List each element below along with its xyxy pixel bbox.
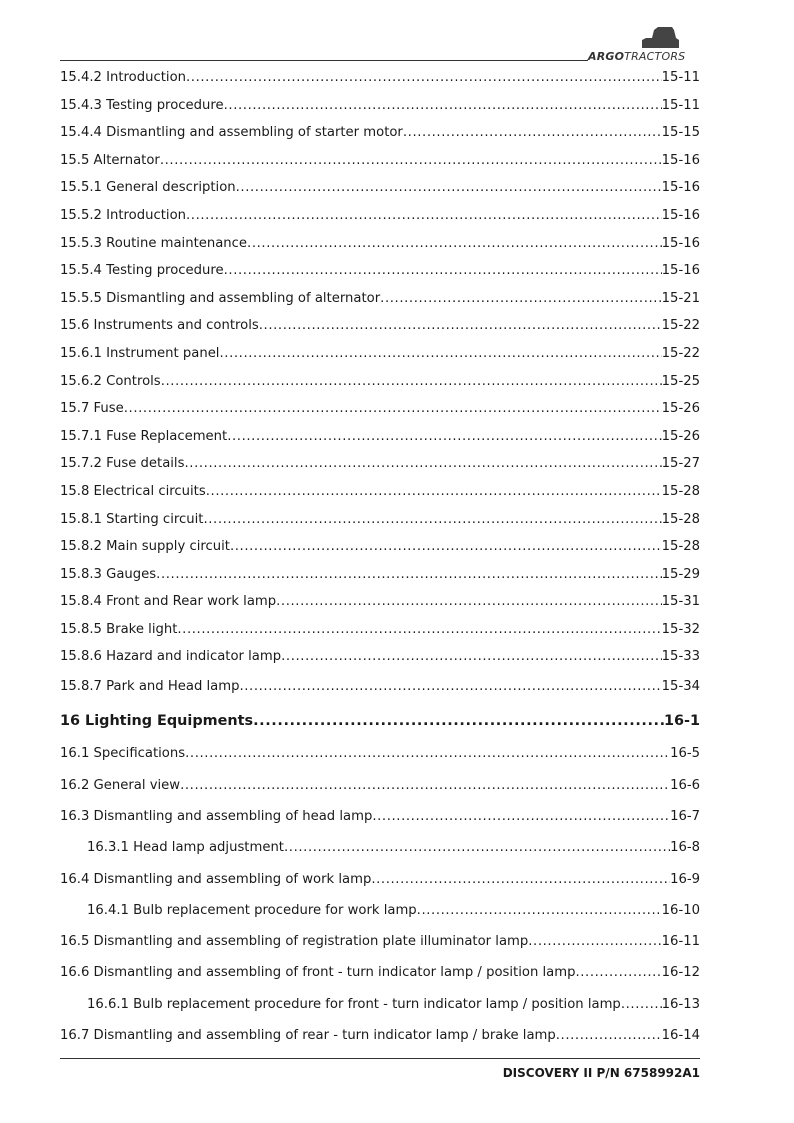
toc-entry-title: 15.8.3 Gauges: [60, 566, 157, 582]
toc-entry-title: 15.8.6 Hazard and indicator lamp: [60, 649, 282, 665]
toc-entry-page: 15-28: [661, 511, 700, 527]
dot-leader: [417, 895, 662, 923]
toc-entry-title: 16.4 Dismantling and assembling of work lamp: [60, 871, 372, 887]
toc-entry-title: 15.4.4 Dismantling and assembling of starter motor: [60, 125, 403, 141]
toc-entry-title: 16.6 Dismantling and assembling of front - turn indicator lamp / position lamp: [60, 965, 576, 981]
dot-leader: [180, 770, 670, 798]
toc-entry[interactable]: [60, 671, 700, 702]
toc-entry-title: 16.3.1 Head lamp adjustment: [87, 840, 284, 856]
dot-leader: [224, 92, 662, 120]
toc-entry[interactable]: [60, 450, 700, 478]
toc-entry-page: 15-26: [661, 401, 700, 417]
dot-leader: [528, 926, 661, 954]
toc-entry-title: 15.5.3 Routine maintenance: [60, 235, 248, 251]
toc-entry[interactable]: [60, 368, 700, 396]
dot-leader: [156, 561, 662, 589]
toc-entry[interactable]: [60, 423, 700, 451]
toc-entry[interactable]: [60, 340, 700, 368]
toc-entry[interactable]: [60, 119, 700, 147]
toc-entry[interactable]: [60, 533, 700, 561]
dot-leader: [186, 64, 662, 92]
toc-entry-page: 15-26: [661, 428, 700, 444]
toc-entry-page: 15-16: [661, 180, 700, 196]
toc-entry-page: 16-5: [670, 746, 700, 762]
dot-leader: [227, 423, 661, 451]
toc-entry[interactable]: [60, 770, 700, 801]
dot-leader: [203, 506, 661, 534]
toc-entry-title: 15.8.4 Front and Rear work lamp: [60, 594, 277, 610]
toc-entry-page: 16-11: [661, 934, 700, 950]
toc-entry-title: 16.7 Dismantling and assembling of rear - turn indicator lamp / brake lamp: [60, 1028, 556, 1044]
toc-entry-page: 15-28: [661, 483, 700, 499]
toc-entry[interactable]: [60, 285, 700, 313]
toc-entry-page: 15-25: [661, 373, 700, 389]
toc-entry-page: 15-31: [661, 594, 700, 610]
toc-entry-page: 15-16: [661, 263, 700, 279]
toc-entry-title: 15.4.3 Testing procedure: [60, 97, 224, 113]
toc-entry-page: 16-14: [661, 1028, 700, 1044]
toc-entry-title: 16.6.1 Bulb replacement procedure for front - turn indicator lamp / position lamp: [87, 996, 621, 1012]
toc-entry[interactable]: [60, 832, 700, 863]
toc-entry-page: 16-10: [661, 902, 700, 918]
toc-entry-title: 16.2 General view: [60, 777, 181, 793]
dot-leader: [247, 230, 662, 258]
toc-entry[interactable]: [60, 395, 700, 423]
toc-entry-page: 15-15: [661, 125, 700, 141]
toc-entry-page: 15-32: [661, 621, 700, 637]
toc-entry-page: 16-1: [663, 713, 700, 730]
toc-entry[interactable]: [60, 989, 700, 1020]
dot-leader: [224, 257, 662, 285]
toc-entry-page: 15-22: [661, 318, 700, 334]
toc-entry-page: 15-29: [661, 566, 700, 582]
toc-entry[interactable]: [60, 561, 700, 589]
toc-entry[interactable]: [60, 312, 700, 340]
toc-entry[interactable]: [60, 588, 700, 616]
brand-wordmark: ARGOTRACTORS: [588, 50, 686, 63]
dot-leader: [575, 957, 661, 985]
dot-leader: [230, 533, 662, 561]
toc-entry-page: 16-7: [670, 808, 700, 824]
toc-entry-title: 15.4.2 Introduction: [60, 70, 186, 85]
dot-leader: [372, 801, 670, 829]
toc-entry-page: 16-12: [661, 965, 700, 981]
toc-entry-title: 16.5 Dismantling and assembling of registration plate illuminator lamp: [60, 934, 529, 950]
footer-rule: [60, 1058, 700, 1059]
toc-entry[interactable]: [60, 895, 700, 926]
dot-leader: [161, 368, 662, 396]
dot-leader: [236, 174, 662, 202]
toc-entry[interactable]: [60, 957, 700, 988]
dot-leader: [259, 312, 662, 340]
toc-entry-page: 16-13: [661, 996, 700, 1012]
toc-entry[interactable]: [60, 643, 700, 671]
dot-leader: [184, 450, 661, 478]
toc-entry-title: 15.8.5 Brake light: [60, 621, 178, 637]
dot-leader: [206, 478, 662, 506]
dot-leader: [284, 832, 670, 860]
toc-entry-title: 15.6.1 Instrument panel: [60, 345, 220, 361]
toc-entry-title: 15.8.2 Main supply circuit: [60, 539, 230, 555]
toc-entry-title: 15.7.2 Fuse details: [60, 456, 185, 472]
dot-leader: [186, 202, 662, 230]
toc-entry[interactable]: [60, 174, 700, 202]
toc-entry-page: 15-11: [661, 97, 700, 113]
toc-entry[interactable]: [60, 801, 700, 832]
toc-entry[interactable]: [60, 926, 700, 957]
toc-entry-title: 15.7.1 Fuse Replacement: [60, 428, 228, 444]
toc-entry-title: 15.5.2 Introduction: [60, 207, 186, 223]
toc-entry-title: 16.3 Dismantling and assembling of head lamp: [60, 808, 373, 824]
dot-leader: [403, 119, 662, 147]
dot-leader: [621, 989, 662, 1017]
toc-entry[interactable]: [60, 616, 700, 644]
toc-entry[interactable]: [60, 230, 700, 258]
toc-entry-page: 15-28: [661, 539, 700, 555]
toc-entry-title: 15.8 Electrical circuits: [60, 483, 206, 499]
toc-entry[interactable]: [60, 257, 700, 285]
toc-entry-page: 15-11: [661, 70, 700, 85]
toc-entry-page: 16-6: [670, 777, 700, 793]
footer-document-id: DISCOVERY II P/N 6758992A1: [502, 1066, 700, 1080]
toc-entry-page: 15-33: [661, 649, 700, 665]
toc-entry-title: 16.1 Specifications: [60, 746, 186, 762]
header-rule: [60, 60, 588, 61]
toc-entry-page: 15-34: [661, 679, 700, 695]
toc-entry-page: 15-16: [661, 207, 700, 223]
toc-entry-page: 15-22: [661, 345, 700, 361]
dot-leader: [253, 704, 664, 732]
dot-leader: [177, 616, 661, 644]
dot-leader: [276, 588, 662, 616]
dot-leader: [160, 147, 662, 175]
toc-entry-title: 15.6 Instruments and controls: [60, 318, 259, 334]
dot-leader: [185, 738, 670, 766]
dot-leader: [380, 285, 662, 313]
dot-leader: [124, 395, 662, 423]
toc-entry-title: 15.5.4 Testing procedure: [60, 263, 224, 279]
toc-entry[interactable]: [60, 202, 700, 230]
toc-entry-title: 16 Lighting Equipments: [60, 713, 254, 730]
toc-entry[interactable]: [60, 92, 700, 120]
toc-entry-title: 15.6.2 Controls: [60, 373, 161, 389]
toc-entry-page: 15-27: [661, 456, 700, 472]
toc-entry-title: 15.8.1 Starting circuit: [60, 511, 204, 527]
toc-entry-page: 15-16: [661, 152, 700, 168]
tractor-logo-icon: [640, 26, 680, 48]
toc-entry-page: 15-21: [661, 290, 700, 306]
toc-entry[interactable]: [60, 147, 700, 175]
toc-entry-title: 15.5.5 Dismantling and assembling of alternator: [60, 290, 381, 306]
dot-leader: [219, 340, 661, 368]
toc-entry-title: 15.8.7 Park and Head lamp: [60, 679, 240, 695]
dot-leader: [239, 671, 661, 699]
toc-entry[interactable]: [60, 864, 700, 895]
toc-entry[interactable]: [60, 478, 700, 506]
toc-entry-title: 16.4.1 Bulb replacement procedure for work lamp: [87, 902, 417, 918]
toc-entry[interactable]: [60, 1020, 700, 1051]
brand-logo: [588, 26, 704, 66]
dot-leader: [556, 1020, 662, 1048]
toc-entry-page: 16-9: [670, 871, 700, 887]
table-of-contents: [60, 64, 700, 1051]
toc-entry[interactable]: [60, 64, 700, 92]
toc-entry-title: 15.5 Alternator: [60, 152, 160, 168]
toc-chapter-entry[interactable]: [60, 704, 700, 738]
toc-entry-page: 15-16: [661, 235, 700, 251]
dot-leader: [281, 643, 662, 671]
toc-entry-page: 16-8: [670, 840, 700, 856]
toc-entry[interactable]: [60, 506, 700, 534]
toc-entry-title: 15.7 Fuse: [60, 401, 124, 417]
toc-entry-title: 15.5.1 General description: [60, 180, 236, 196]
dot-leader: [371, 864, 670, 892]
toc-entry[interactable]: [60, 738, 700, 769]
